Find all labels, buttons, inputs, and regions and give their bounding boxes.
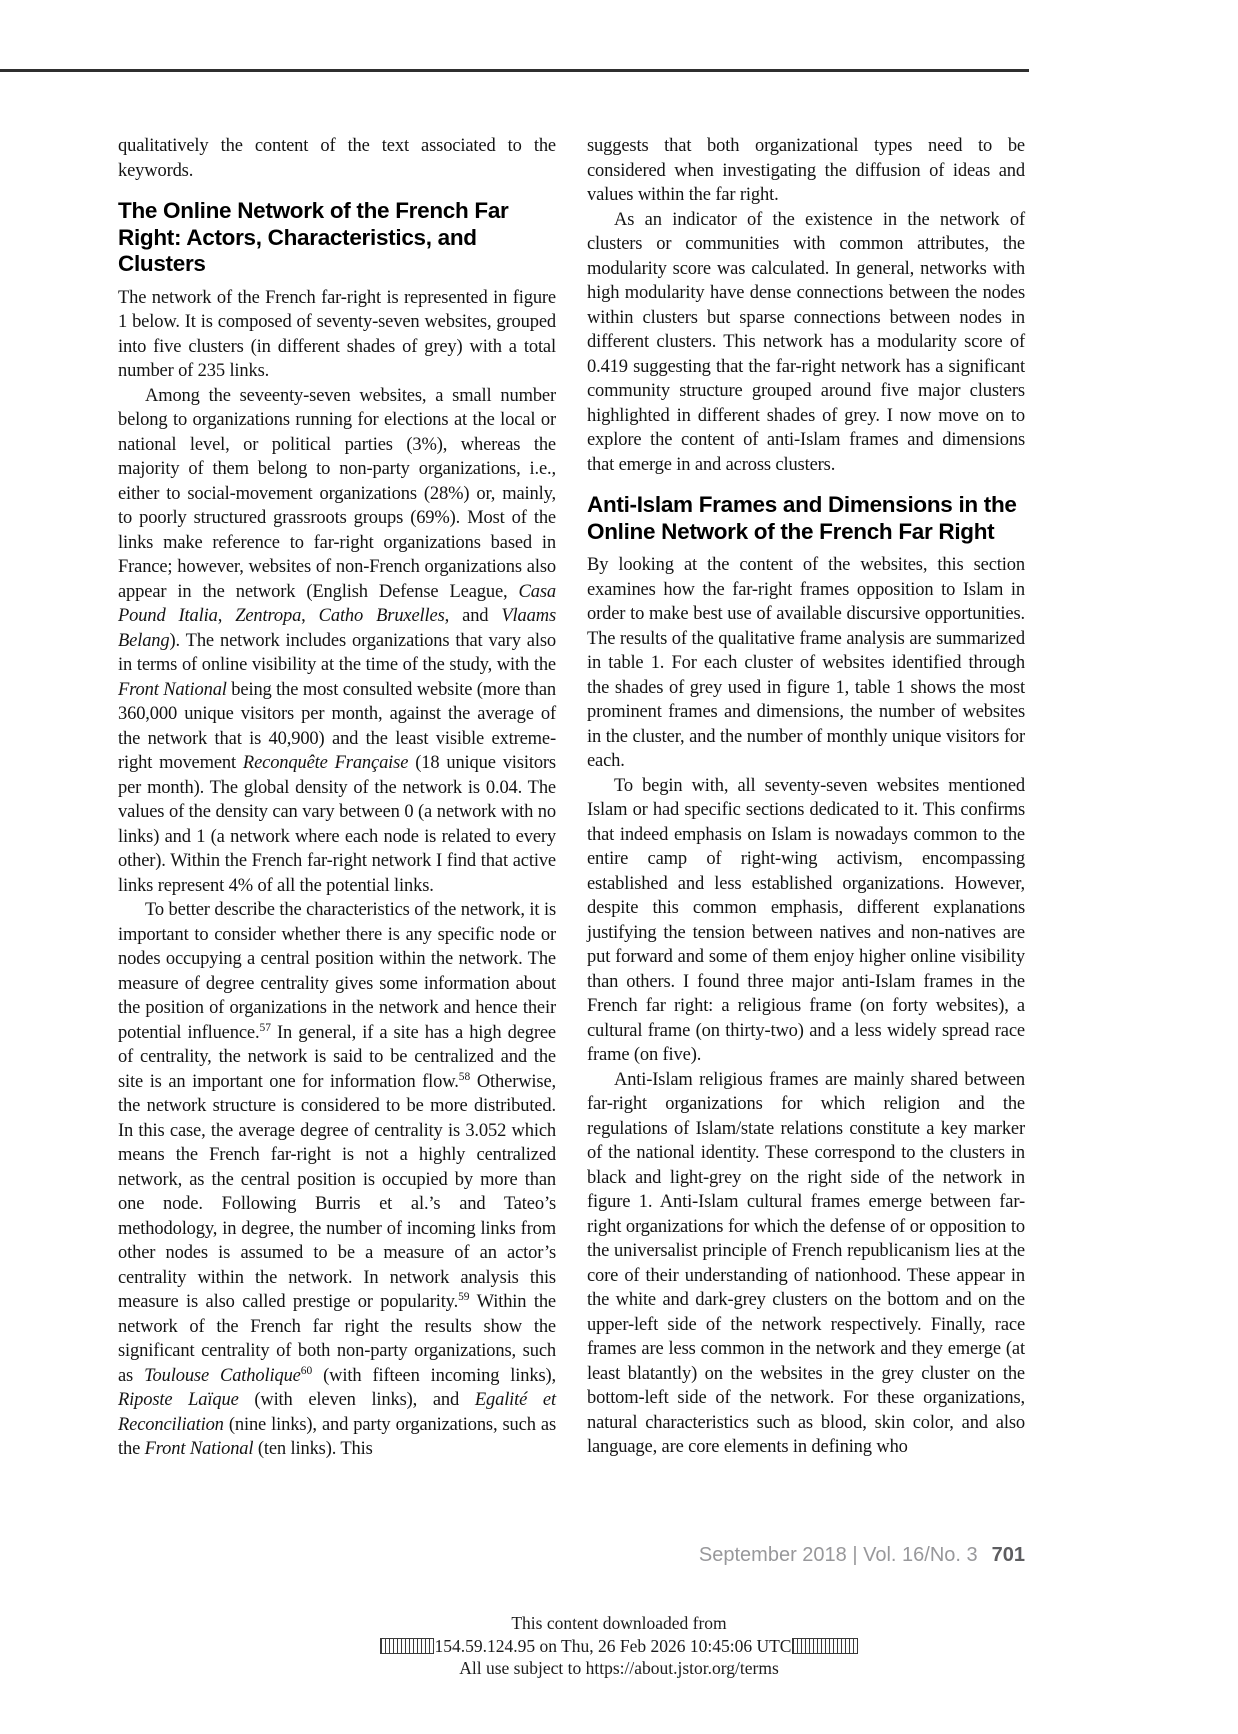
top-rule: [0, 69, 1029, 72]
jstor-ip-timestamp: 154.59.124.95 on Thu, 26 Feb 2026 10:45:06 UTC: [434, 1635, 792, 1656]
right-column: [587, 134, 1025, 1460]
paragraph-website-types: Among the seveenty-seven websites, a small number belong to organizations running for elections at the local or national level, or political parties (3%), whereas the majority of them belong to non-party organizations, i.e., either to social-movement organizations (28%) or, mainly, to poorly structured grassroots groups (69%). Most of the links make reference to far-right organizations based in France; however, websites of non-French organizations also appear in the network (English Defense League, Casa Pound Italia, Zentropa, Catho Bruxelles, and Vlaams Belang). The network includes organizations that vary also in terms of online visibility at the time of the study, with the Front National being the most consulted website (more than 360,000 unique visitors per month, against the average of the network that is 40,900) and the least visible extreme-right movement Reconquête Française (18 unique visitors per month). The global density of the network is 0.04. The values of the density can vary between 0 (a network with no links) and 1 (a network where each node is related to every other). Within the French far-right network I find that active links represent 4% of all the potential links.: [118, 385, 557, 896]
issue-info: September 2018 | Vol. 16/No. 3: [698, 1544, 978, 1566]
paragraph-religious-frames: Anti-Islam religious frames are mainly shared between far-right organizations for which religion and the regulations of Islam/state relations constitute a key marker of the national identity. These correspond to the clusters in black and light-grey on the right side of the network in figure 1. Anti-Islam cultural frames emerge between far-right organizations for which the defense of or opposition to the universalist principle of French republicanism lies at the core of their understanding of nationhood. These appear in the white and dark-grey clusters on the bottom and on the upper-left side of the network respectively. Finally, race frames are less common in the network and they emerge (at least blatantly) on the websites in the grey cluster on the bottom-left side of the network. For these organizations, natural characteristics such as blood, skin color, and also language, are core elements in defining who: [587, 1069, 1025, 1457]
section-heading-online-network: The Online Network of the French Far Right: Actors, Characteristics, and Clusters: [118, 198, 509, 276]
paragraph-intro-continuation: qualitatively the content of the text associated to the keywords.: [118, 136, 556, 181]
page-footer: [699, 1544, 1025, 1567]
redaction-boxes-icon: [380, 1638, 434, 1654]
paragraph-network-description: The network of the French far-right is represented in figure 1 below. It is composed of seventy-seven websites, grouped into five clusters (in different shades of grey) with a total number of 235 links.: [118, 287, 556, 381]
jstor-notice-line2: [0, 1635, 1238, 1658]
paragraph-suggests-continuation: suggests that both organizational types need to be considered when investigating the diffusion of ideas and values within the far right.: [587, 136, 1025, 205]
jstor-notice-line3: All use subject to https://about.jstor.org/terms: [459, 1658, 779, 1678]
jstor-notice-line1: This content downloaded from: [511, 1613, 727, 1633]
paragraph-centrality: To better describe the characteristics of the network, it is important to consider whether there is any specific node or nodes occupying a central position within the network. The measure of degree centrality gives some information about the position of organizations in the network and hence their potential influence.$^{57}$ In general, if a site has a high degree of centrality, the network is said to be centralized and the site is an important one for information flow.$^{58}$ Otherwise, the network structure is considered to be more distributed. In this case, the average degree of centrality is 3.052 which means the French far-right is not a highly centralized network, as the central position is occupied by more than one node. Following Burris et al.’s and Tateo’s methodology, in degree, the number of incoming links from other nodes is assumed to be a measure of an actor’s centrality within the network. In network analysis this measure is also called prestige or popularity.$^{59}$ Within the network of the French far right the results show the significant centrality of both non-party organizations, such as Toulouse Catholique$^{60}$ (with fifteen incoming links), Riposte Laïque (with eleven links), and Egalité et Reconciliation (nine links), and party organizations, such as the Front National (ten links). This: [118, 900, 557, 1459]
paragraph-modularity: As an indicator of the existence in the network of clusters or communities with common attributes, the modularity score was calculated. In general, networks with high modularity have dense connections between the nodes within clusters but sparse connections between nodes in different clusters. This network has a modularity score of 0.419 suggesting that the far-right network has a significant community structure grouped around five major clusters highlighted in different shades of grey. I now move on to explore the content of anti-Islam frames and dimensions that emerge in and across clusters.: [587, 209, 1025, 475]
redaction-boxes-icon: [792, 1638, 858, 1654]
paragraph-islam-mentions: To begin with, all seventy-seven websites mentioned Islam or had specific sections dedicated to it. This confirms that indeed emphasis on Islam is nowadays common to the entire camp of right-wing activism, encompassing established and less established organizations. However, despite this common emphasis, different explanations justifying the tension between natives and non-natives are put forward and some of them enjoy higher online visibility than others. I found three major anti-Islam frames in the French far right: a religious frame (on forty websites), a cultural frame (on thirty-two) and a less widely spread race frame (on five).: [587, 775, 1025, 1065]
paragraph-frame-analysis: By looking at the content of the websites, this section examines how the far-right frames opposition to Islam in order to make best use of available discursive opportunities. The results of the qualitative frame analysis are summarized in table 1. For each cluster of websites identified through the shades of grey used in figure 1, table 1 shows the most prominent frames and dimensions, the number of websites in the cluster, and the number of monthly unique visitors for each.: [587, 555, 1025, 771]
left-column: [118, 134, 556, 1462]
page-number: 701: [991, 1544, 1025, 1566]
section-heading-anti-islam-frames: Anti-Islam Frames and Dimensions in the Online Network of the French Far Right: [587, 492, 1017, 544]
jstor-download-notice: [0, 1612, 1238, 1680]
